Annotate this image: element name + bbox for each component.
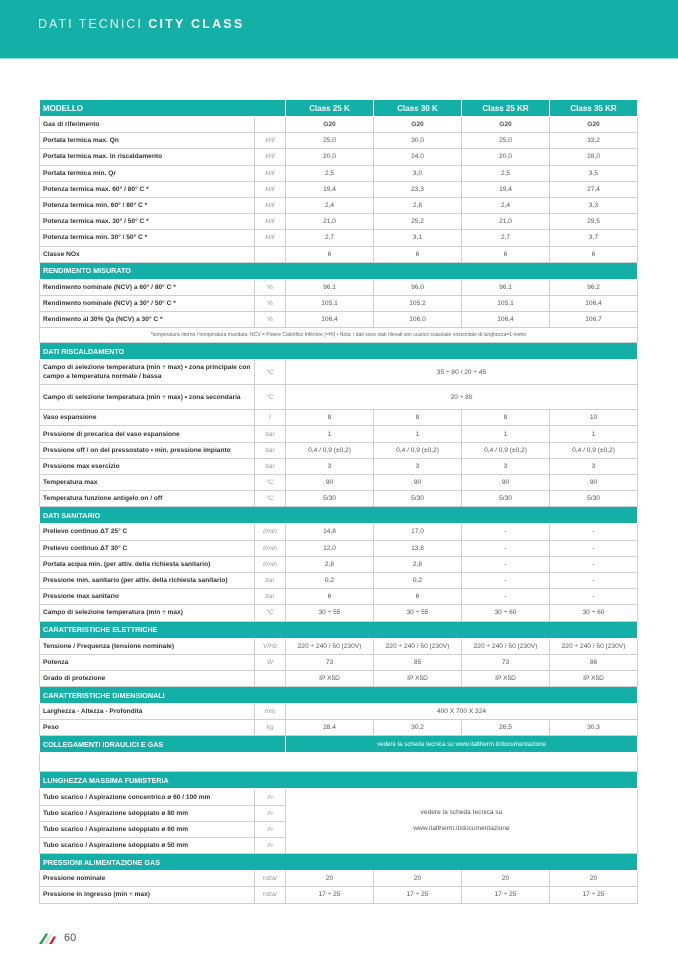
row-value: 3 (374, 458, 462, 474)
row-value: 8 (286, 410, 374, 426)
row-value: 85 (374, 654, 462, 670)
row-value: 17 ÷ 25 (374, 887, 462, 903)
table-row (40, 589, 638, 605)
row-value: 8 (462, 410, 550, 426)
merged-note: vedere la scheda tecnica su www.italtherm.it/documentazione (286, 789, 638, 854)
row-value: 5/30 (374, 491, 462, 507)
row-value: 90 (286, 475, 374, 491)
row-value: 17 ÷ 25 (462, 887, 550, 903)
flag-logo-icon (38, 931, 58, 945)
row-value: 25,0 (286, 133, 374, 149)
row-label: Pressione min. sanitario (per attiv. della richiesta sanitario) (40, 572, 255, 588)
row-value: 6 (550, 246, 638, 262)
row-value: 33,2 (550, 133, 638, 149)
section-title: COLLEGAMENTI IDRAULICI E GAS (40, 736, 286, 753)
table-row (40, 789, 638, 805)
row-value: 0,4 / 0,9 (±0,2) (374, 442, 462, 458)
row-label: Gas di riferimento (40, 117, 255, 133)
row-value: IP X5D (550, 670, 638, 686)
table-row (40, 654, 638, 670)
table-row (40, 871, 638, 887)
row-value: 20 (374, 871, 462, 887)
row-unit: l/min (255, 540, 286, 556)
row-value: 2,5 (462, 165, 550, 181)
row-unit: °C (255, 360, 286, 385)
row-value: - (550, 589, 638, 605)
row-label: Pressione off / on del pressostato • min. pressione impianto (40, 442, 255, 458)
row-value: 73 (462, 654, 550, 670)
row-value: 3 (286, 458, 374, 474)
row-value: - (550, 540, 638, 556)
row-label: Tubo scarico / Aspirazione sdoppiato ø 80 mm (40, 805, 255, 821)
section-header (40, 343, 638, 360)
row-unit (255, 117, 286, 133)
row-unit: m (255, 821, 286, 837)
table-row (40, 295, 638, 311)
row-value: 20,0 (286, 149, 374, 165)
row-label: Portata acqua min. (per attiv. della richiesta sanitario) (40, 556, 255, 572)
row-value: 220 ÷ 240 / 50 (230V) (462, 638, 550, 654)
section-header (40, 772, 638, 789)
section-title: CARATTERISTICHE ELETTRICHE (40, 621, 638, 638)
row-value: - (550, 572, 638, 588)
row-label: Pressione in ingresso (min ÷ max) (40, 887, 255, 903)
row-unit: l/min (255, 524, 286, 540)
row-unit (255, 246, 286, 262)
row-unit: m (255, 805, 286, 821)
row-unit: % (255, 279, 286, 295)
section-header (40, 621, 638, 638)
table-row (40, 410, 638, 426)
row-value: 14,8 (286, 524, 374, 540)
row-value: 90 (374, 475, 462, 491)
row-value: 2,8 (374, 197, 462, 213)
row-value: 2,4 (462, 197, 550, 213)
row-label: Potenza termica min. 60° / 80° C * (40, 197, 255, 213)
row-value: 6 (462, 246, 550, 262)
row-value: 220 ÷ 240 / 50 (230V) (286, 638, 374, 654)
row-label: Potenza termica min. 30° / 50° C * (40, 230, 255, 246)
row-unit: °C (255, 385, 286, 410)
model-column-header: Class 30 K (374, 100, 462, 117)
table-row (40, 720, 638, 736)
row-value: 24,0 (374, 149, 462, 165)
row-label: Rendimento nominale (NCV) a 60° / 80° C * (40, 279, 255, 295)
row-value: 30 ÷ 60 (550, 605, 638, 621)
table-header-row (40, 100, 638, 117)
table-row (40, 197, 638, 213)
row-label: Vaso espansione (40, 410, 255, 426)
row-value: 20 (550, 871, 638, 887)
table-row (40, 442, 638, 458)
table-row (40, 524, 638, 540)
row-value: - (462, 540, 550, 556)
row-value: 220 ÷ 240 / 50 (230V) (374, 638, 462, 654)
row-value: 25,0 (462, 133, 550, 149)
row-unit: kW (255, 197, 286, 213)
row-value: 90 (462, 475, 550, 491)
row-value: 13,8 (374, 540, 462, 556)
row-label: Portata termica min. Qr (40, 165, 255, 181)
row-value: 2,4 (286, 197, 374, 213)
row-value: 86 (550, 654, 638, 670)
row-value: 30 ÷ 55 (374, 605, 462, 621)
row-label: Tubo scarico / Aspirazione sdoppiato ø 50 mm (40, 838, 255, 854)
row-value: 30,3 (550, 720, 638, 736)
section-title: DATI SANITARIO (40, 507, 638, 524)
table-row (40, 556, 638, 572)
section-title: CARATTERISTICHE DIMENSIONALI (40, 687, 638, 704)
row-value: 2,8 (374, 556, 462, 572)
row-value: IP X5D (286, 670, 374, 686)
row-value: 6 (374, 246, 462, 262)
row-value: 26,5 (462, 720, 550, 736)
row-value: - (550, 524, 638, 540)
row-label: Potenza (40, 654, 255, 670)
table-row (40, 475, 638, 491)
row-value: 6 (286, 246, 374, 262)
row-value: 105,2 (374, 295, 462, 311)
table-row (40, 279, 638, 295)
row-value: 10 (550, 410, 638, 426)
row-value: G20 (286, 117, 374, 133)
section-header (40, 507, 638, 524)
row-label: Rendimento nominale (NCV) a 30° / 50° C * (40, 295, 255, 311)
blank-cell (40, 753, 638, 772)
row-label: Pressione max sanitario (40, 589, 255, 605)
row-label: Campo di selezione temperatura (min ÷ max) • zona principale con campo a temperatura normale / bassa (40, 360, 255, 385)
table-row (40, 133, 638, 149)
table-row (40, 360, 638, 385)
row-value: IP X5D (374, 670, 462, 686)
table-row (40, 572, 638, 588)
row-label: Rendimento al 30% Qa (NCV) a 30° C * (40, 312, 255, 328)
row-value: G20 (462, 117, 550, 133)
row-label: Temperatura funzione antigelo on / off (40, 491, 255, 507)
row-value: 17 ÷ 25 (550, 887, 638, 903)
row-unit: kW (255, 181, 286, 197)
table-row (40, 117, 638, 133)
row-value: 96,0 (374, 279, 462, 295)
row-value: 8 (374, 410, 462, 426)
row-value: 105,1 (462, 295, 550, 311)
section-title: LUNGHEZZA MASSIMA FUMISTERIA (40, 772, 638, 789)
row-value: 20,0 (462, 149, 550, 165)
table-row (40, 312, 638, 328)
row-value: 21,0 (286, 214, 374, 230)
row-unit: bar (255, 589, 286, 605)
row-value: - (462, 589, 550, 605)
row-value: 19,4 (462, 181, 550, 197)
row-value: 2,7 (462, 230, 550, 246)
row-unit (255, 670, 286, 686)
row-unit: kW (255, 165, 286, 181)
title-prefix: DATI TECNICI (38, 17, 143, 31)
row-value: 27,4 (550, 181, 638, 197)
row-unit: kW (255, 230, 286, 246)
table-row (40, 385, 638, 410)
row-unit: kW (255, 149, 286, 165)
row-label: Potenza termica max. 30° / 50° C * (40, 214, 255, 230)
table-row (40, 605, 638, 621)
row-value: 17 ÷ 25 (286, 887, 374, 903)
table-row (40, 230, 638, 246)
row-label: Prelievo continuo ΔT 25° C (40, 524, 255, 540)
row-value: 106,0 (374, 312, 462, 328)
table-row (40, 149, 638, 165)
row-unit: °C (255, 475, 286, 491)
table-row (40, 540, 638, 556)
table-row (40, 246, 638, 262)
model-column-header: Class 25 KR (462, 100, 550, 117)
row-unit: bar (255, 442, 286, 458)
row-unit: l/min (255, 556, 286, 572)
row-value: 220 ÷ 240 / 50 (230V) (550, 638, 638, 654)
row-value: 1 (462, 426, 550, 442)
row-value: 19,4 (286, 181, 374, 197)
row-value: 106,4 (550, 295, 638, 311)
table-row (40, 426, 638, 442)
footer (38, 931, 76, 945)
row-unit: °C (255, 491, 286, 507)
row-value: 1 (550, 426, 638, 442)
blank-row (40, 753, 638, 772)
row-value-merged: 400 X 700 X 324 (286, 704, 638, 720)
footnote: *temperatura ritorno / temperatura mandata; NCV = Potere Calorifico Inferiore (=Hi) • Nota: i dati sono stati rilevati con scarico coassiale orizzontale di lunghezza=1 metro (40, 328, 638, 343)
page-number: 60 (64, 932, 77, 944)
row-label: Pressione nominale (40, 871, 255, 887)
row-value: 2,8 (286, 556, 374, 572)
row-value: 3,7 (550, 230, 638, 246)
row-value: 20 (462, 871, 550, 887)
row-value: 0,2 (286, 572, 374, 588)
row-unit: kg (255, 720, 286, 736)
row-unit: °C (255, 605, 286, 621)
row-value: 1 (286, 426, 374, 442)
row-unit: bar (255, 572, 286, 588)
row-value: 5/30 (286, 491, 374, 507)
row-value: IP X5D (462, 670, 550, 686)
row-label: Pressione di precarica del vaso espansione (40, 426, 255, 442)
row-unit: kW (255, 133, 286, 149)
row-value: 3 (550, 458, 638, 474)
section-title: PRESSIONI ALIMENTAZIONE GAS (40, 854, 638, 871)
row-value: 12,0 (286, 540, 374, 556)
row-value: 2,7 (286, 230, 374, 246)
row-value-merged: 20 ÷ 80 (286, 385, 638, 410)
row-label: Tubo scarico / Aspirazione sdoppiato ø 60 mm (40, 821, 255, 837)
row-value: 0,4 / 0,9 (±0,2) (462, 442, 550, 458)
row-unit: m (255, 838, 286, 854)
row-value: 6 (374, 589, 462, 605)
table-row (40, 638, 638, 654)
row-value: 96,2 (550, 279, 638, 295)
row-value: 96,1 (286, 279, 374, 295)
title-product: CITY CLASS (148, 17, 245, 31)
row-value: 6 (286, 589, 374, 605)
table-row (40, 458, 638, 474)
section-title: DATI RISCALDAMENTO (40, 343, 638, 360)
row-label: Larghezza - Altezza - Profondità (40, 704, 255, 720)
row-unit: W (255, 654, 286, 670)
row-label: Peso (40, 720, 255, 736)
row-value: G20 (374, 117, 462, 133)
section-value: vedere la scheda tecnica su www.italtherm.it/documentazione (286, 736, 638, 753)
row-value: 30,2 (374, 720, 462, 736)
row-label: Campo di selezione temperatura (min ÷ max) (40, 605, 255, 621)
row-value: 30 ÷ 55 (286, 605, 374, 621)
table-row (40, 165, 638, 181)
model-header: MODELLO (40, 100, 286, 117)
row-value: 23,3 (374, 181, 462, 197)
row-value: - (462, 524, 550, 540)
row-label: Potenza termica max. 60° / 80° C * (40, 181, 255, 197)
row-unit: % (255, 295, 286, 311)
section-header (40, 687, 638, 704)
row-value: 1 (374, 426, 462, 442)
row-label: Tensione / Frequenza (tensione nominale) (40, 638, 255, 654)
row-value: 106,4 (462, 312, 550, 328)
table-row (40, 704, 638, 720)
table-row (40, 181, 638, 197)
row-unit: mbar (255, 887, 286, 903)
row-label: Campo di selezione temperatura (min ÷ max) • zona secondaria (40, 385, 255, 410)
row-value: 3,0 (374, 165, 462, 181)
row-value: 3,1 (374, 230, 462, 246)
row-label: Temperatura max (40, 475, 255, 491)
row-unit: mm (255, 704, 286, 720)
row-unit: mbar (255, 871, 286, 887)
row-value: 5/30 (462, 491, 550, 507)
row-value: - (462, 556, 550, 572)
row-value: 2,5 (286, 165, 374, 181)
row-value: 0,4 / 0,9 (±0,2) (550, 442, 638, 458)
row-value: 30,0 (374, 133, 462, 149)
table-row (40, 670, 638, 686)
table-row (40, 887, 638, 903)
section-header (40, 736, 638, 753)
row-value: 0,4 / 0,9 (±0,2) (286, 442, 374, 458)
row-value: 3,5 (550, 165, 638, 181)
note-row (40, 328, 638, 343)
row-value: 20 (286, 871, 374, 887)
row-value: 30 ÷ 60 (462, 605, 550, 621)
row-unit: l (255, 410, 286, 426)
row-unit: V/Hz (255, 638, 286, 654)
table-row (40, 491, 638, 507)
row-value: - (462, 572, 550, 588)
row-unit: bar (255, 458, 286, 474)
row-value: 29,5 (550, 214, 638, 230)
row-value: 73 (286, 654, 374, 670)
row-unit: m (255, 789, 286, 805)
header-band (0, 0, 678, 59)
row-value: 3,3 (550, 197, 638, 213)
row-value: 3 (462, 458, 550, 474)
row-label: Portata termica max. Qn (40, 133, 255, 149)
row-value: 21,0 (462, 214, 550, 230)
row-value: 17,0 (374, 524, 462, 540)
row-label: Portata termica max. in riscaldamento (40, 149, 255, 165)
row-value: - (550, 556, 638, 572)
model-column-header: Class 25 K (286, 100, 374, 117)
section-header (40, 262, 638, 279)
row-value: 0,2 (374, 572, 462, 588)
row-unit: bar (255, 426, 286, 442)
row-value: 28,4 (286, 720, 374, 736)
row-value: 106,7 (550, 312, 638, 328)
row-value: 5/30 (550, 491, 638, 507)
row-value: 96,1 (462, 279, 550, 295)
section-header (40, 854, 638, 871)
row-label: Tubo scarico / Aspirazione concentrico ø 60 / 100 mm (40, 789, 255, 805)
row-value: G20 (550, 117, 638, 133)
row-value: 90 (550, 475, 638, 491)
model-column-header: Class 35 KR (550, 100, 638, 117)
row-unit: % (255, 312, 286, 328)
row-value: 105,1 (286, 295, 374, 311)
row-value: 25,2 (374, 214, 462, 230)
row-label: Classe NOx (40, 246, 255, 262)
row-unit: kW (255, 214, 286, 230)
row-label: Pressione max esercizio (40, 458, 255, 474)
row-value: 106,4 (286, 312, 374, 328)
page-title (38, 17, 244, 31)
row-value: 28,0 (550, 149, 638, 165)
row-label: Prelievo continuo ΔT 30° C (40, 540, 255, 556)
row-value-merged: 35 ÷ 80 / 20 ÷ 45 (286, 360, 638, 385)
row-label: Grado di protezione (40, 670, 255, 686)
section-title: RENDIMENTO MISURATO (40, 262, 638, 279)
spec-table (39, 99, 638, 904)
table-row (40, 214, 638, 230)
